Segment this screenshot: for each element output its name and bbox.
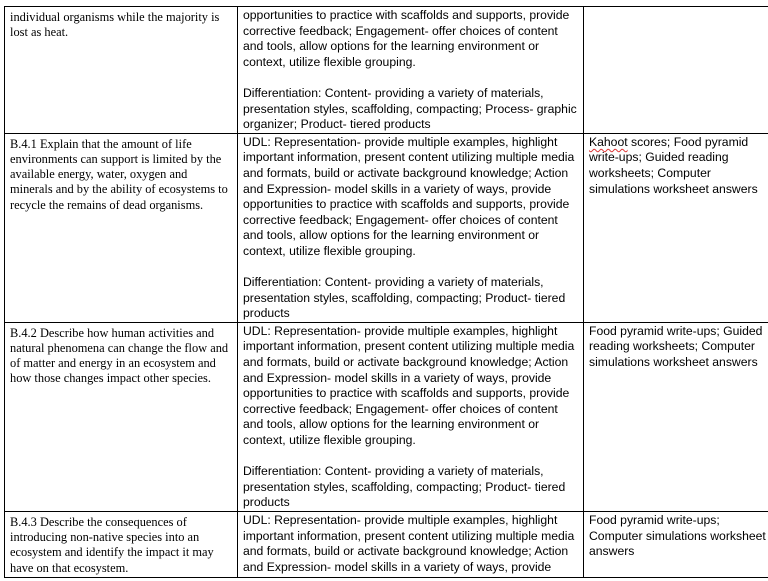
evidence-text: Food pyramid write-ups; Guided reading worksheets; Computer simulations worksheet answers xyxy=(589,323,763,370)
standard-text: individual organisms while the majority is lost as heat. xyxy=(10,10,220,40)
evidence-cell xyxy=(584,322,768,511)
standards-table xyxy=(4,6,768,578)
evidence-text: Food pyramid write-ups; Computer simulations worksheet answers xyxy=(589,513,766,559)
misspelled-word: Kahoot xyxy=(589,134,628,149)
differentiation-text: Differentiation: Content- providing a variety of materials, presentation styles, scaffolding, compacting; Process- graphic organizer; Product- tiered products xyxy=(243,85,577,132)
standard-cell xyxy=(5,512,238,578)
udl-text: UDL: Representation- provide multiple examples, highlight important information, present content utilizing multiple media and formats, build or activate background knowledge; Action and Expression- model skills in a variety of ways, provide opportunities to practice with scaffolds and supports, provide corrective feedback; Engagement- offer choices of content and tools, allow options for the learning environment or context, utilize flexible grouping. xyxy=(243,323,575,448)
standard-text: B.4.2 Describe how human activities and natural phenomena can change the flow and of matter and energy in an ecosystem and how those changes impact other species. xyxy=(10,325,229,386)
evidence-text: scores; Food pyramid write-ups; Guided reading worksheets; Computer simulations worksheet answers xyxy=(589,134,758,196)
udl-text: UDL: Representation- provide multiple examples, highlight important information, present content utilizing multiple media and formats, build or activate background knowledge; Action and Expression- model skills in a variety of ways, provide opportunities to practice with scaffolds and supports, provide corrective feedback; Engagement- offer choices of content and tools, allow options for the learning environment or context, utilize flexible grouping. xyxy=(243,134,575,258)
table-row xyxy=(5,133,768,322)
differentiation-text: Differentiation: Content- providing a variety of materials, presentation styles, scaffolding, compacting; Product- tiered products xyxy=(243,464,566,510)
strategies-cell xyxy=(238,322,584,511)
evidence-cell xyxy=(584,133,768,322)
evidence-cell xyxy=(584,7,768,134)
udl-text: opportunities to practice with scaffolds and supports, provide corrective feedback; Engagement- offer choices of content and tools, allow options for the learning environment or context, utilize flexible grouping. xyxy=(243,8,570,69)
strategies-cell xyxy=(238,133,584,322)
table-row xyxy=(5,7,768,134)
differentiation-text: Differentiation: Content- providing a variety of materials, presentation styles, scaffolding, compacting; Product- tiered products xyxy=(243,275,566,321)
standard-cell xyxy=(5,7,238,134)
evidence-cell xyxy=(584,512,768,578)
table-row xyxy=(5,512,768,578)
standard-text: B.4.3 Describe the consequences of introducing non-native species into an ecosystem and identify the impact it may have on that ecosystem. xyxy=(10,515,214,575)
standard-cell xyxy=(5,322,238,511)
strategies-cell xyxy=(238,7,584,134)
standard-cell xyxy=(5,133,238,322)
table-row xyxy=(5,322,768,511)
standard-text: B.4.1 Explain that the amount of life environments can support is limited by the available energy, water, oxygen and minerals and by the ability of ecosystems to recycle the remains of dead organisms. xyxy=(10,136,228,212)
udl-text: UDL: Representation- provide multiple examples, highlight important information, present content utilizing multiple media and formats, build or activate background knowledge; Action and Expression- model skills in a variety of ways, provide xyxy=(243,513,575,574)
strategies-cell xyxy=(238,512,584,578)
